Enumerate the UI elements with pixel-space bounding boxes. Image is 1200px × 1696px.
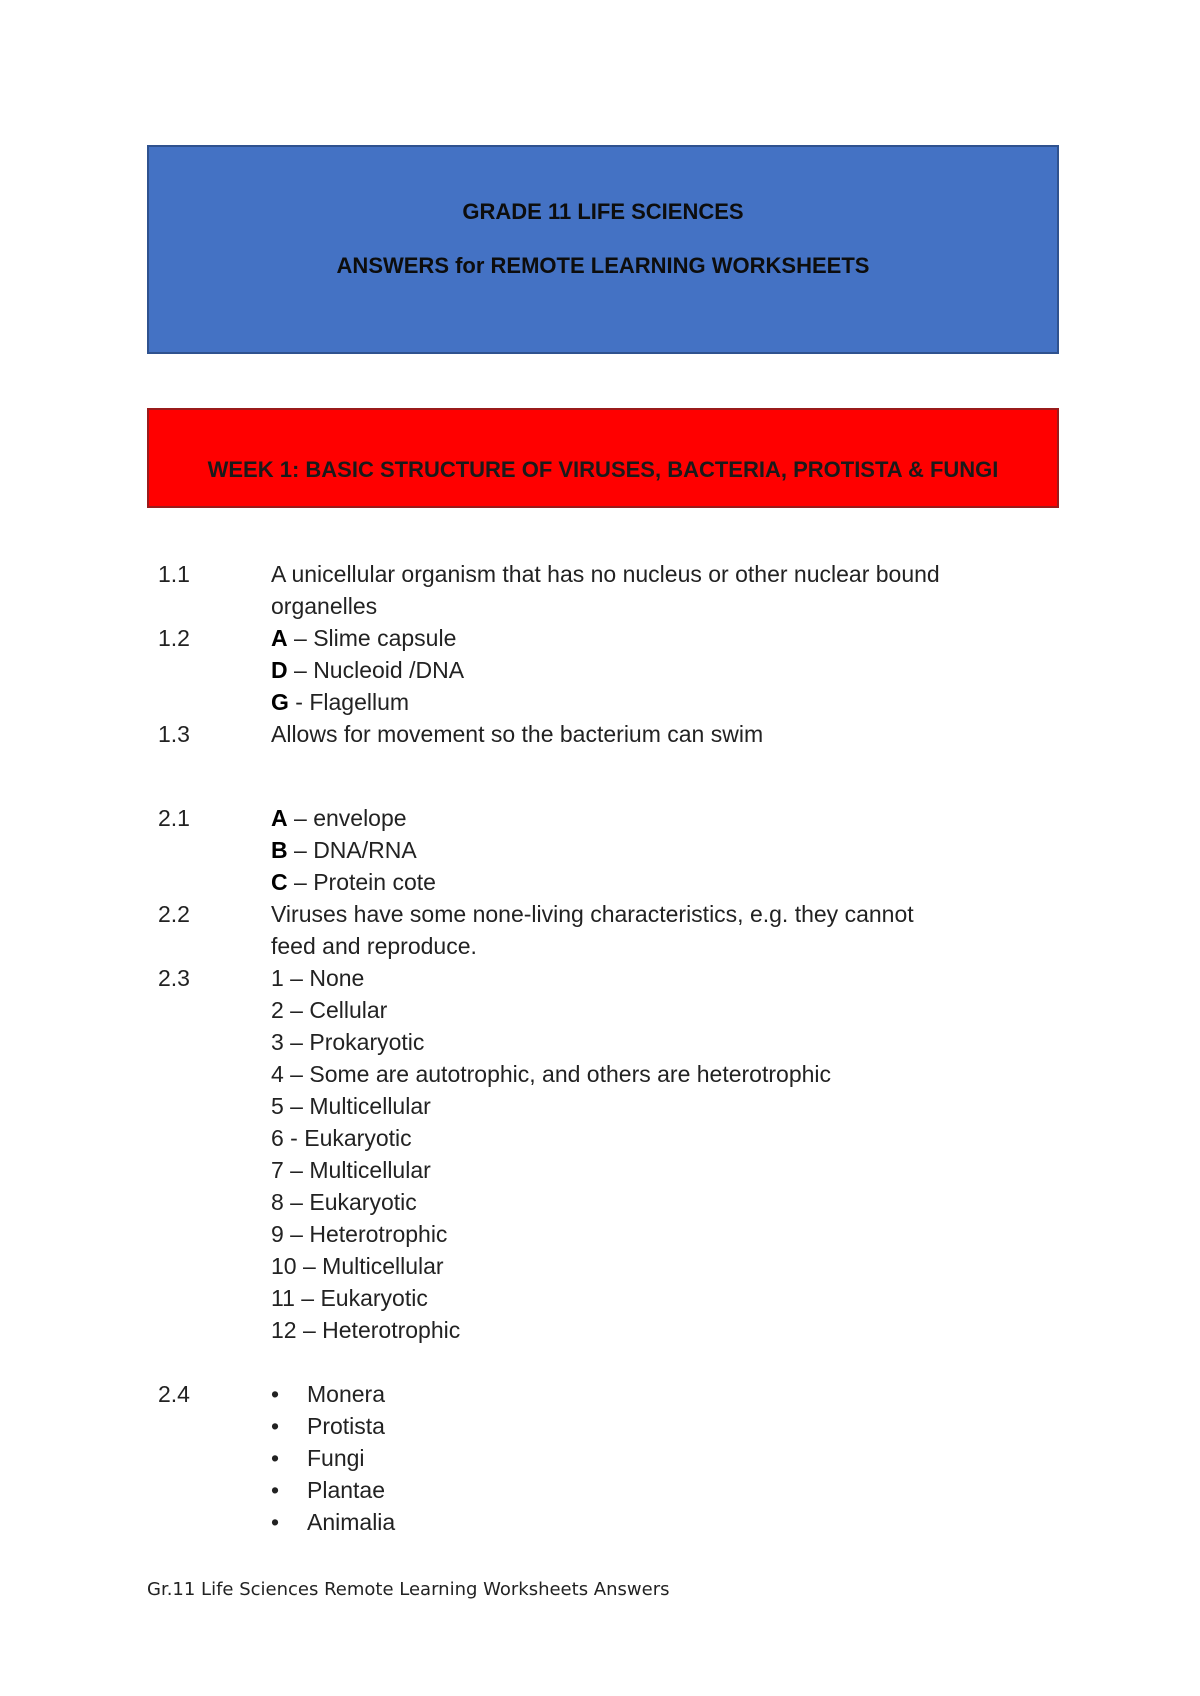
list-item: 6 - Eukaryotic [271,1125,412,1151]
list-item: 3 – Prokaryotic [271,1029,425,1055]
question-number: 1.3 [158,721,190,747]
label-text: – Slime capsule [287,625,457,651]
list-item: 9 – Heterotrophic [271,1221,448,1247]
question-number: 2.3 [158,965,190,991]
answer-item [271,686,1038,718]
label-letter: D [271,657,288,683]
week-banner [147,408,1059,508]
answer-text: feed and reproduce. [271,933,477,959]
answer-2-1 [158,802,1038,898]
question-number: 2.2 [158,901,190,927]
label-text: – Protein cote [287,869,436,895]
bullet-icon: • [271,1381,280,1407]
answer-item [271,834,1038,866]
list-item-text: Protista [307,1413,385,1439]
question-number: 1.1 [158,561,190,587]
list-item [271,1474,1038,1506]
bullet-icon: • [271,1509,280,1535]
list-item: 11 – Eukaryotic [271,1285,428,1311]
label-letter: A [271,625,288,651]
week-title: WEEK 1: BASIC STRUCTURE OF VIRUSES, BACTERIA, PROTISTA & FUNGI [207,457,999,482]
label-text: – DNA/RNA [287,837,417,863]
label-text: – Nucleoid /DNA [287,657,465,683]
list-item [271,1506,1038,1538]
list-item: 5 – Multicellular [271,1093,431,1119]
answer-text: Allows for movement so the bacterium can swim [271,721,764,747]
bullet-icon: • [271,1445,280,1471]
question-number: 2.4 [158,1381,190,1407]
list-item: 4 – Some are autotrophic, and others are heterotrophic [271,1061,832,1087]
document-subtitle: ANSWERS for REMOTE LEARNING WORKSHEETS [336,253,870,278]
list-item [271,1378,1038,1410]
page-footer: Gr.11 Life Sciences Remote Learning Worksheets Answers [147,1579,670,1600]
list-item-text: Fungi [307,1445,365,1471]
answer-1-2 [158,622,1038,718]
list-item-text: Animalia [307,1509,396,1535]
answer-text: A unicellular organism that has no nucleus or other nuclear bound [271,561,940,587]
kingdom-list [271,1378,1038,1538]
bullet-icon: • [271,1413,280,1439]
document-title: GRADE 11 LIFE SCIENCES [462,199,744,224]
question-number: 2.1 [158,805,190,831]
list-item-text: Monera [307,1381,385,1407]
answer-item [271,654,1038,686]
label-text: – envelope [287,805,407,831]
list-item [271,1442,1038,1474]
answer-item [271,622,1038,654]
answer-item [271,866,1038,898]
bullet-icon: • [271,1477,280,1503]
label-letter: B [271,837,288,863]
label-letter: G [271,689,289,715]
label-letter: A [271,805,288,831]
answer-text: Viruses have some none-living characteristics, e.g. they cannot [271,901,914,927]
label-letter: C [271,869,288,895]
list-item: 1 – None [271,965,365,991]
list-item: 12 – Heterotrophic [271,1317,461,1343]
question-number: 1.2 [158,625,190,651]
list-item: 7 – Multicellular [271,1157,431,1183]
list-item-text: Plantae [307,1477,386,1503]
label-text: - Flagellum [288,689,410,715]
answer-1-1 [158,558,1038,622]
list-item: 8 – Eukaryotic [271,1189,417,1215]
answer-2-3 [158,962,1038,1346]
answer-item [271,802,1038,834]
answer-2-2 [158,898,1038,962]
answer-2-4 [158,1378,1038,1538]
answers-list [158,558,1038,1538]
list-item [271,1410,1038,1442]
answer-1-3 [158,718,1038,750]
list-item: 2 – Cellular [271,997,388,1023]
document-title-box [147,145,1059,354]
answer-text: organelles [271,593,378,619]
list-item: 10 – Multicellular [271,1253,444,1279]
